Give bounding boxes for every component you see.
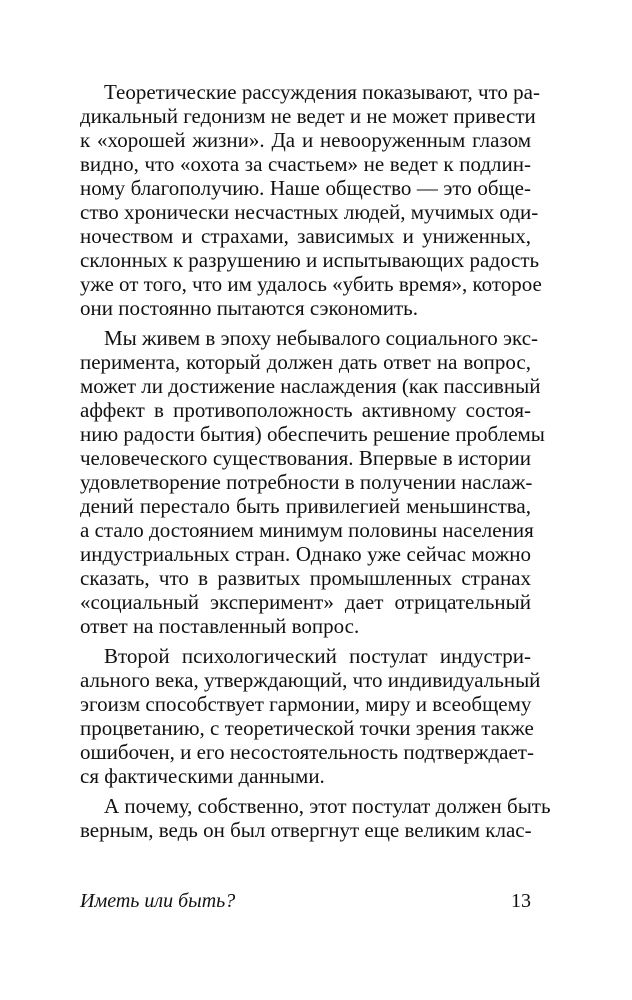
paragraph-1-line-8: склонных к разрушению и испытывающих радость bbox=[80, 248, 540, 272]
paragraph-2-line-7: удовлетворение потребности в получении наслаж- bbox=[80, 470, 533, 494]
paragraph-2-line-4: аффект в противоположность активному состоя- bbox=[80, 398, 531, 422]
paragraph-3-line-1: Второй психологический постулат индустри- bbox=[104, 644, 531, 668]
paragraph-2-line-9: а стало достоянием минимум половины населения bbox=[80, 518, 534, 542]
paragraph-3-line-3: эгоизм способствует гармонии, миру и всеобщему bbox=[80, 692, 532, 716]
paragraph-2-line-2: перимента, который должен дать ответ на вопрос, bbox=[80, 350, 531, 374]
paragraph-2-line-11: сказать, что в развитых промышленных странах bbox=[80, 566, 531, 590]
paragraph-1-line-3: к «хорошей жизни». Да и невооруженным глазом bbox=[80, 128, 531, 152]
paragraph-2-line-3: может ли достижение наслаждения (как пассивный bbox=[80, 374, 541, 398]
paragraph-3-line-6: ся фактическими данными. bbox=[80, 764, 325, 788]
paragraph-4-line-1: А почему, собственно, этот постулат должен быть bbox=[104, 794, 551, 818]
paragraph-2-line-10: индустриальных стран. Однако уже сейчас можно bbox=[80, 542, 531, 566]
paragraph-2-line-13: ответ на поставленный вопрос. bbox=[80, 614, 360, 638]
paragraph-1-line-2: дикальный гедонизм не ведет и не может привести bbox=[80, 104, 536, 128]
paragraph-2-line-8: дений перестало быть привилегией меньшинства, bbox=[80, 494, 531, 518]
paragraph-3-line-5: ошибочен, и его несостоятельность подтверждает- bbox=[80, 740, 534, 764]
paragraph-3-line-2: ального века, утверждающий, что индивидуальный bbox=[80, 668, 541, 692]
paragraph-2-line-6: человеческого существования. Впервые в истории bbox=[80, 446, 531, 470]
paragraph-1-line-6: ство хронически несчастных людей, мучимых оди- bbox=[80, 200, 539, 224]
paragraph-2-line-5: нию радости бытия) обеспечить решение проблемы bbox=[80, 422, 545, 446]
paragraph-1-line-10: они постоянно пытаются сэкономить. bbox=[80, 296, 418, 320]
running-footer-book-title: Иметь или быть? bbox=[80, 890, 236, 912]
paragraph-4-line-2: верным, ведь он был отвергнут еще великим клас- bbox=[80, 818, 532, 842]
paragraph-1-line-4: видно, что «охота за счастьем» не ведет к подлин- bbox=[80, 152, 531, 176]
paragraph-2-line-1: Мы живем в эпоху небывалого социального экс- bbox=[104, 326, 539, 350]
paragraph-1-line-9: уже от того, что им удалось «убить время», которое bbox=[80, 272, 542, 296]
paragraph-1-line-1: Теоретические рассуждения показывают, что ра- bbox=[104, 80, 540, 104]
paragraph-1-line-5: ному благополучию. Наше общество — это обще- bbox=[80, 176, 531, 200]
page-number: 13 bbox=[511, 890, 531, 912]
paragraph-3-line-4: процветанию, с теоретической точки зрения также bbox=[80, 716, 534, 740]
paragraph-2-line-12: «социальный эксперимент» дает отрицательный bbox=[80, 590, 531, 614]
paragraph-1-line-7: ночеством и страхами, зависимых и униженных, bbox=[80, 224, 531, 248]
